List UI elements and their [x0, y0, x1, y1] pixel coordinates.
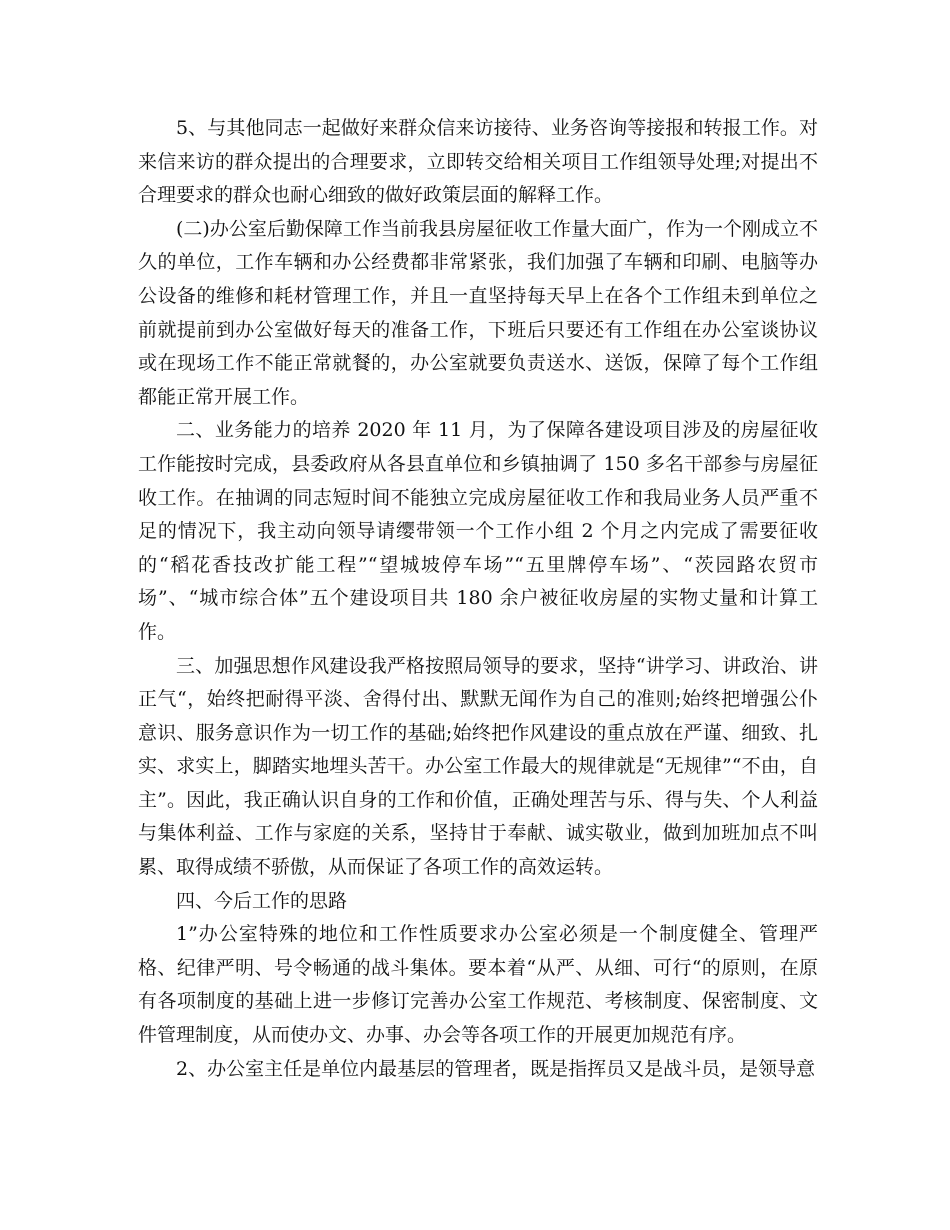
paragraph-work-style: 三、加强思想作风建设我严格按照局领导的要求，坚持“讲学习、讲政治、讲正气“，始终把耐得平淡、舍得付出、默默无闻作为自己的准则;始终把增强公仆意识、服务意识作为一切工作的基础;始终把作风建设的重点放在严谨、细致、扎实、求实上，脚踏实地埋头苦干。办公室工作最大的规律就是“无规律”“不由，自主”。因此，我正确认识自身的工作和价值，正确处理苦与乐、得与失、个人利益与集体利益、工作与家庭的关系，坚持甘于奉献、诚实敬业，做到加班加点不叫累、取得成绩不骄傲，从而保证了各项工作的高效运转。 [138, 654, 818, 879]
paragraph-1-office-rules: 1”办公室特殊的地位和工作性质要求办公室必须是一个制度健全、管理严格、纪律严明、号令畅通的战斗集体。要本着“从严、从细、可行“的原则，在原有各项制度的基础上进一步修订完善办公室工作规范、考核制度、保密制度、文件管理制度，从而使办文、办事、办会等各项工作的开展更加规范有序。 [138, 923, 818, 1047]
paragraph-logistics-support: (二)办公室后勤保障工作当前我县房屋征收工作量大面广，作为一个刚成立不久的单位，工作车辆和办公经费都非常紧张，我们加强了车辆和印刷、电脑等办公设备的维修和耗材管理工作，并且一直坚持每天早上在各个工作组未到单位之前就提前到办公室做好每天的准备工作，下班后只要还有工作组在办公室谈协议或在现场工作不能正常就餐的，办公室就要负责送水、送饭，保障了每个工作组都能正常开展工作。 [138, 217, 818, 408]
paragraph-5-reception: 5、与其他同志一起做好来群众信来访接待、业务咨询等接报和转报工作。对来信来访的群众提出的合理要求，立即转交给相关项目工作组领导处理;对提出不合理要求的群众也耐心细致的做好政策层面的解释工作。 [138, 117, 818, 207]
section-heading-future-work: 四、今后工作的思路 [176, 889, 348, 912]
document-body [138, 112, 818, 1086]
paragraph-business-ability: 二、业务能力的培养 2020 年 11 月，为了保障各建设项目涉及的房屋征收工作能按时完成，县委政府从各县直单位和乡镇抽调了 150 多名干部参与房屋征收工作。在抽调的同志短时间不能独立完成房屋征收工作和我局业务人员严重不足的情况下，我主动向领导请缨带领一个工作小组 2 个月之内完成了需要征收的“稻花香技改扩能工程”“望城坡停车场”“五里牌停车场”、“茨园路农贸市场”、“城市综合体”五个建设项目共 180 余户被征收房屋的实物丈量和计算工作。 [138, 419, 818, 643]
paragraph-2-office-director: 2、办公室主任是单位内最基层的管理者，既是指挥员又是战斗员，是领导意 [176, 1057, 816, 1080]
